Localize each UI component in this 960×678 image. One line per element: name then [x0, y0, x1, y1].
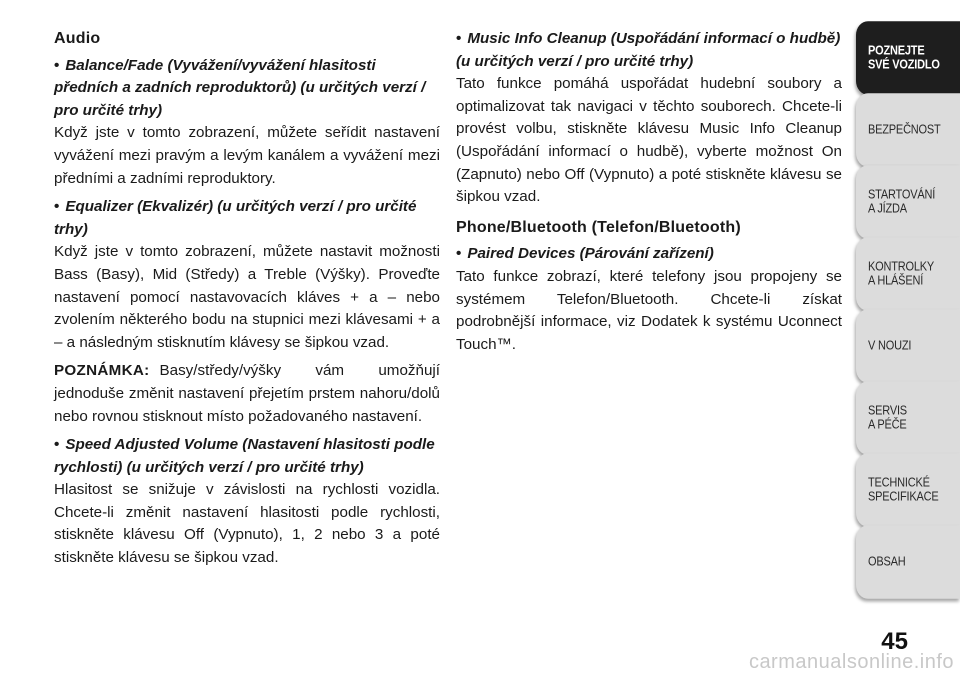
section-heading-phone-bluetooth: Phone/Bluetooth (Telefon/Bluetooth)	[456, 218, 741, 236]
note-paragraph	[54, 360, 440, 428]
bullet-dot: •	[54, 436, 60, 454]
tab-kontrolky-a-hlaseni[interactable]: KONTROLKY A HLÁŠENÍ	[856, 237, 960, 311]
bullet-music-info-cleanup	[456, 28, 842, 73]
tab-v-nouzi[interactable]: V NOUZI	[856, 309, 960, 383]
watermark: carmanualsonline.info	[748, 651, 954, 673]
paragraph-paired-devices: Tato funkce zobrazí, které telefony jsou propojeny se systémem Telefon/Bluetooth. Chcete-li získat podrobnější informace, viz Dodatek k systému Uconnect Touch™.	[456, 267, 842, 353]
tab-startovani-a-jizda[interactable]: STARTOVÁNÍ A JÍZDA	[856, 165, 960, 239]
tab-bezpecnost[interactable]: BEZPEČNOST	[856, 93, 960, 167]
bullet-text: Speed Adjusted Volume (Nastavení hlasitosti podle rychlosti) (u určitých verzí / pro určité trhy)	[54, 436, 435, 476]
bullet-text: Paired Devices (Párování zařízení)	[467, 245, 714, 263]
chapter-tabs	[856, 26, 960, 602]
tab-technicke-specifikace[interactable]: TECHNICKÉ SPECIFIKACE	[856, 453, 960, 527]
bullet-dot: •	[456, 30, 462, 47]
paragraph-balance-fade: Když jste v tomto zobrazení, můžete seřídit nastavení vyvážení mezi pravým a levým kanálem a vyvážení mezi předními a zadními reproduktory.	[54, 124, 440, 187]
bullet-text: Balance/Fade (Vyvážení/vyvážení hlasitosti předních a zadních reproduktorů) (u určitých verzí / pro určité trhy)	[54, 56, 426, 119]
bullet-dot: •	[54, 56, 60, 74]
bullet-paired-devices	[456, 243, 842, 266]
right-column	[456, 28, 842, 362]
paragraph-equalizer: Když jste v tomto zobrazení, můžete nastavit možnosti Bass (Basy), Mid (Středy) a Treble (Výšky). Proveďte nastavení pomocí nastavovacích kláves + a – nebo zvolením některého bodu na stupnici mezi klávesami + a – a následným stisknutím klávesy se šipkou vzad.	[54, 243, 440, 351]
section-heading-audio: Audio	[54, 30, 101, 47]
note-label: POZNÁMKA:	[54, 362, 150, 380]
tab-poznejte-sve-vozidlo[interactable]: POZNEJTE SVÉ VOZIDLO	[856, 21, 960, 95]
paragraph-speed-adjusted-volume: Hlasitost se snižuje v závislosti na rychlosti vozidla. Chcete-li změnit nastavení hlasitosti podle rychlosti, stiskněte klávesu Off (Vypnuto), 1, 2 nebo 3 a poté stiskněte klávesu se šipkou vzad.	[54, 481, 440, 567]
bullet-text: Music Info Cleanup (Uspořádání informací o hudbě) (u určitých verzí / pro určité trhy)	[456, 30, 841, 70]
tab-servis-a-pece[interactable]: SERVIS A PÉČE	[856, 381, 960, 455]
page-number: 45	[881, 628, 908, 655]
bullet-text: Equalizer (Ekvalizér) (u určitých verzí / pro určité trhy)	[54, 198, 417, 238]
bullet-equalizer	[54, 196, 440, 241]
bullet-dot: •	[54, 198, 60, 216]
tab-obsah[interactable]: OBSAH	[856, 525, 960, 599]
bullet-dot: •	[456, 245, 462, 263]
bullet-speed-adjusted-volume	[54, 434, 440, 479]
bullet-balance-fade	[54, 55, 440, 123]
paragraph-music-info-cleanup: Tato funkce pomáhá uspořádat hudební soubory a optimalizovat tak navigaci v těchto souborech. Chcete-li provést volbu, stiskněte klávesu Music Info Cleanup (Uspořádání informací o hudbě), vyberte možnost On (Zapnuto) nebo Off (Vypnuto) a poté stiskněte klávesu se šipkou vzad.	[456, 75, 842, 206]
left-column	[54, 28, 440, 576]
note-text: Basy/středy/výšky vám umožňují jednoduše změnit nastavení přejetím prstem nahoru/dolů nebo rovnou stisknout místo požadovaného nastavení.	[54, 362, 440, 425]
